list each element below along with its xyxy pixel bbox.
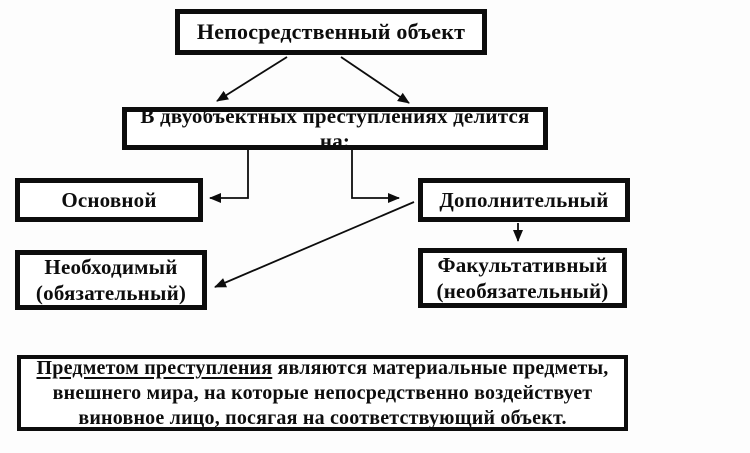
subject-of-crime-note-box [17, 355, 628, 431]
optional-object-box [418, 248, 627, 308]
two-object-crimes-label: В двуобъектных преступлениях делится на: [140, 103, 530, 153]
direct-object-label: Непосредственный объект [196, 19, 466, 44]
main-object-label: Основной [61, 187, 157, 212]
direct-object-box [175, 9, 487, 55]
arrow-additional-to-necessary [215, 202, 414, 287]
necessary-object-label-line2: (обязательный) [35, 281, 187, 305]
arrow-root-to-split-left [217, 57, 287, 101]
optional-object-label-line1: Факультативный [437, 253, 608, 277]
note-line-3: виновное лицо, посягая на соответствующий объект. [78, 406, 567, 429]
main-object-box [15, 178, 203, 222]
necessary-object-box [15, 250, 207, 310]
arrow-root-to-split-right [341, 57, 409, 103]
note-line-1 [36, 356, 608, 381]
optional-object-label-line2: (необязательный) [436, 279, 609, 303]
note-line-1-rest: являются материальные предметы, [272, 356, 609, 379]
two-object-crimes-box [122, 103, 548, 153]
additional-object-box [418, 178, 630, 222]
necessary-object-label-line1: Необходимый [44, 255, 178, 279]
arrow-split-to-main [210, 150, 248, 198]
arrow-split-to-additional [352, 150, 399, 198]
note-underlined-term: Предметом преступления [36, 356, 273, 379]
additional-object-label: Дополнительный [439, 187, 609, 212]
note-line-2: внешнего мира, на которые непосредственно воздействует [52, 381, 593, 404]
